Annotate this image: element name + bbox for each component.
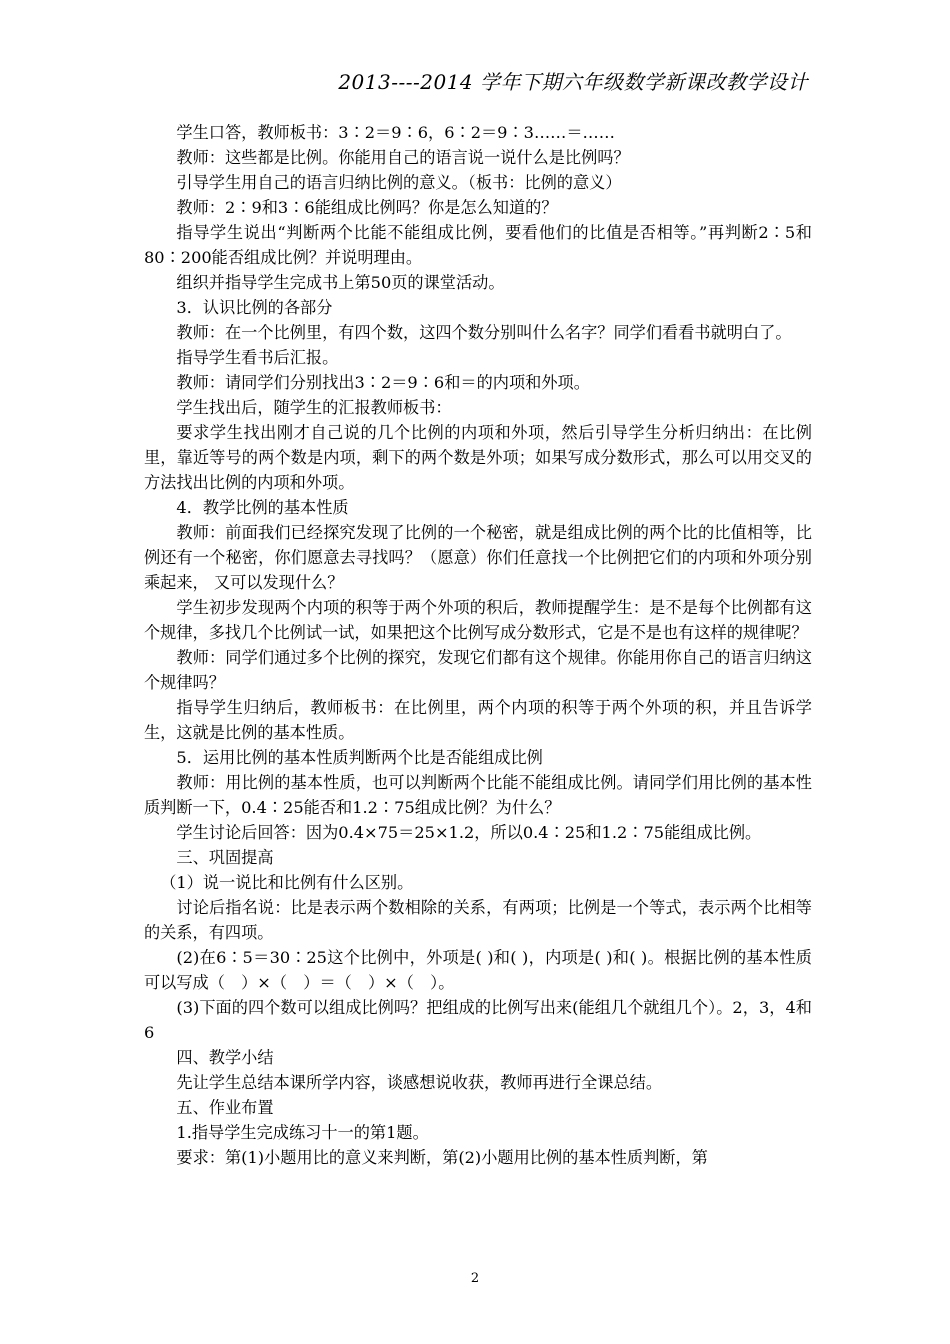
paragraph: 教师：在一个比例里，有四个数，这四个数分别叫什么名字？同学们看看书就明白了。 <box>176 323 792 342</box>
paragraph: 教师：请同学们分别找出3∶2＝9∶6和＝的内项和外项。 <box>176 373 590 392</box>
section-heading: 5．运用比例的基本性质判断两个比是否能组成比例 <box>176 748 543 767</box>
page-number: 2 <box>470 1271 480 1286</box>
paragraph: 学生讨论后回答：因为0.4×75＝25×1.2，所以0.4∶25和1.2∶75能组成比例。 <box>176 823 762 842</box>
paragraph: 指导学生说出“判断两个比能不能组成比例，要看他们的比值是否相等。”再判断2∶5和80∶200能否组成比例？并说明理由。 <box>144 223 812 267</box>
exercise-item: （1）说一说比和比例有什么区别。 <box>160 873 414 892</box>
section-heading: 4．教学比例的基本性质 <box>176 498 349 517</box>
paragraph: 教师：这些都是比例。你能用自己的语言说一说什么是比例吗？ <box>176 148 630 167</box>
paragraph: 组织并指导学生完成书上第50页的课堂活动。 <box>176 273 505 292</box>
paragraph: 教师：用比例的基本性质，也可以判断两个比能不能组成比例。请同学们用比例的基本性质判断一下，0.4∶25能否和1.2∶75组成比例？为什么？ <box>144 773 812 817</box>
page-header: 2013----2014 学年下期六年级数学新课改教学设计 <box>338 70 808 94</box>
paragraph: 学生找出后，随学生的汇报教师板书： <box>176 398 452 417</box>
section-heading: 三、巩固提高 <box>176 848 274 867</box>
paragraph: 讨论后指名说：比是表示两个数相除的关系，有两项；比例是一个等式，表示两个比相等的关系，有四项。 <box>144 898 812 942</box>
exercise-item: (2)在6∶5＝30∶25这个比例中，外项是( )和( )，内项是( )和( )。根据比例的基本性质可以写成（ ）×（ ）＝（ ）×（ ）。 <box>144 948 812 992</box>
paragraph: 先让学生总结本课所学内容，谈感想说收获，教师再进行全课总结。 <box>176 1073 663 1092</box>
paragraph: 学生初步发现两个内项的积等于两个外项的积后，教师提醒学生：是不是每个比例都有这个规律，多找几个比例试一试，如果把这个比例写成分数形式，它是不是也有这样的规律呢？ <box>144 598 812 642</box>
paragraph: 教师：前面我们已经探究发现了比例的一个秘密，就是组成比例的两个比的比值相等，比例还有一个秘密，你们愿意去寻找吗？（愿意）你们任意找一个比例把它们的内项和外项分别乘起来， 又可以发现什么？ <box>144 523 812 592</box>
paragraph: 教师：同学们通过多个比例的探究，发现它们都有这个规律。你能用你自己的语言归纳这个规律吗？ <box>144 648 812 692</box>
document-body <box>144 120 812 1170</box>
paragraph: 1.指导学生完成练习十一的第1题。 <box>176 1123 429 1142</box>
exercise-item: (3)下面的四个数可以组成比例吗？把组成的比例写出来(能组几个就组几个）。2，3，4和6 <box>144 998 812 1042</box>
paragraph: 要求：第(1)小题用比的意义来判断，第(2)小题用比例的基本性质判断，第 <box>176 1148 708 1167</box>
paragraph: 指导学生看书后汇报。 <box>176 348 339 367</box>
paragraph: 教师：2∶9和3∶6能组成比例吗？你是怎么知道的？ <box>176 198 558 217</box>
paragraph: 引导学生用自己的语言归纳比例的意义。（板书：比例的意义） <box>176 173 622 192</box>
paragraph: 学生口答，教师板书：3∶2＝9∶6，6∶2＝9∶3……＝…… <box>176 123 615 142</box>
paragraph: 指导学生归纳后，教师板书：在比例里，两个内项的积等于两个外项的积，并且告诉学生，这就是比例的基本性质。 <box>144 698 812 742</box>
section-heading: 3．认识比例的各部分 <box>176 298 333 317</box>
section-heading: 五、作业布置 <box>176 1098 274 1117</box>
paragraph: 要求学生找出刚才自己说的几个比例的内项和外项，然后引导学生分析归纳出：在比例里，靠近等号的两个数是内项，剩下的两个数是外项；如果写成分数形式，那么可以用交叉的方法找出比例的内项和外项。 <box>144 423 812 492</box>
section-heading: 四、教学小结 <box>176 1048 274 1067</box>
